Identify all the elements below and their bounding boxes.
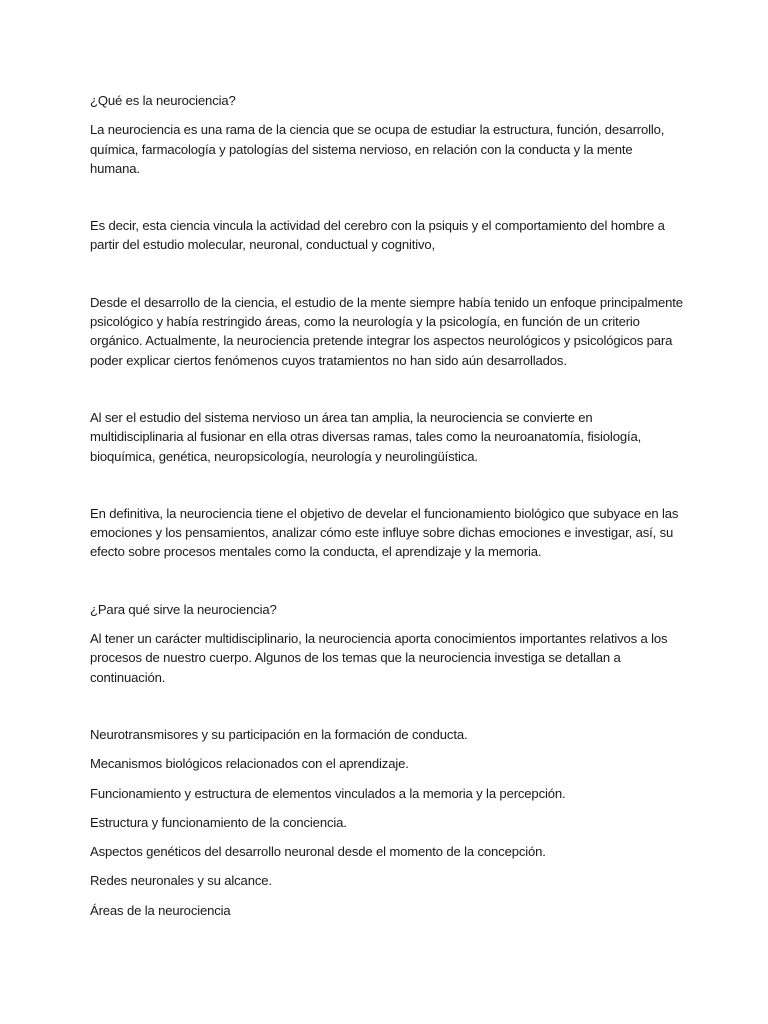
paragraph-objective: En definitiva, la neurociencia tiene el objetivo de develar el funcionamiento biológico que subyace en las emociones y los pensamientos, analizar cómo este influye sobre dichas emociones e investigar, así, su efecto sobre procesos mentales como la conducta, el aprendizaje y la memoria. — [90, 505, 679, 560]
topic-item: Neurotransmisores y su participación en la formación de conducta. — [90, 726, 468, 742]
paragraph-history: Desde el desarrollo de la ciencia, el estudio de la mente siempre había tenido un enfoque principalmente psicológico y había restringido áreas, como la neurología y la psicología, en función de un criterio orgánico. Actualmente, la neurociencia pretende integrar los aspectos neurológicos y psicológicos para poder explicar ciertos fenómenos cuyos tratamientos no han sido aún desarrollados. — [90, 294, 683, 368]
topic-item: Redes neuronales y su alcance. — [90, 873, 272, 889]
topic-item: Estructura y funcionamiento de la conciencia. — [90, 814, 347, 830]
topic-item: Mecanismos biológicos relacionados con el aprendizaje. — [90, 756, 409, 772]
paragraph-definition: La neurociencia es una rama de la ciencia que se ocupa de estudiar la estructura, función, desarrollo, química, farmacología y patologías del sistema nervioso, en relación con la conducta y la mente humana. — [90, 122, 665, 176]
document-body — [90, 91, 684, 920]
paragraph-links-brain-psyche: Es decir, esta ciencia vincula la actividad del cerebro con la psiquis y el comportamiento del hombre a partir del estudio molecular, neuronal, conductual y cognitivo, — [90, 218, 665, 253]
section-heading-areas: Áreas de la neurociencia — [90, 902, 231, 918]
section-heading-purpose: ¿Para qué sirve la neurociencia? — [90, 601, 277, 617]
topic-item: Funcionamiento y estructura de elementos vinculados a la memoria y la percepción. — [90, 785, 566, 801]
section-heading-what-is: ¿Qué es la neurociencia? — [90, 93, 236, 108]
paragraph-purpose: Al tener un carácter multidisciplinario, la neurociencia aporta conocimientos importantes relativos a los procesos de nuestro cuerpo. Algunos de los temas que la neurociencia investiga se detallan a continuación. — [90, 631, 668, 685]
topic-item: Aspectos genéticos del desarrollo neuronal desde el momento de la concepción. — [90, 844, 546, 860]
paragraph-multidisciplinary: Al ser el estudio del sistema nervioso un área tan amplia, la neurociencia se convierte en multidisciplinaria al fusionar en ella otras diversas ramas, tales como la neuroanatomía, fisiología, bioquímica, genética, neuropsicología, neurología y neurolingüística. — [90, 409, 642, 464]
